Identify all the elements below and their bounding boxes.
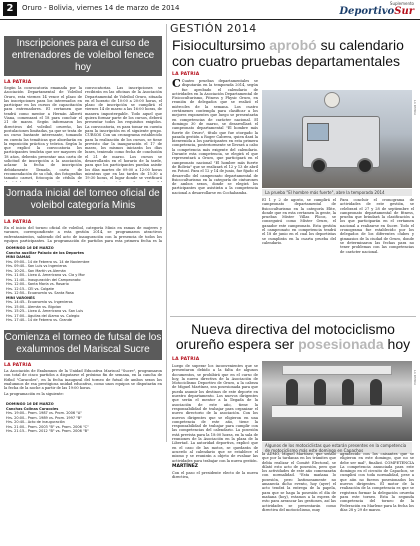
story3-schedule (6, 402, 162, 442)
story4-col2-text: El 1 y 2 de agosto, se cumplirá el campeonato departamental de fisicoculturismo en la categoría Elite, donde que en esta certamen la gente, la pruebas Mister Villas Plicos, se conseguirá como Míster Oruro, el ganador este campeonato. Esta gestión el campeonato en competencia tendrá el 18 de junio en el cual los deportistas se cumplirán en la cuarta prueba del calendario. (262, 198, 336, 245)
story4-col1-text (172, 79, 258, 195)
story1-col2-text: convocatorias. Las inscripciones se recibirán en las oficinas de la Asociación Departamental de Voleibol Oruro, situada en el horario de 10:00 a 20:00 horas, el plazo de inscripción se cumplirá el viernes 14 de marzo a las 16:00 horas, de manera impostergable. Todo aquel que quiera formar parte de los cursos, deberá presentar todos los requisitos exigidos. La convocatoria, es para tomar en cuenta para la inscripción en el siguiente grupo. CURSOS Con un cronograma establecido para la realización de los cursos, se tiene previsto dar la inauguración el 17 de marzo, los mismos iniciarán los días lunes, teniendo como fecha de conclusión el 21 de marzo. Los cursos se desarrollarán en el horario de la tarde, para que los participantes puedan asistir los días martes de 09:00 a 12:00 horas mientras que en las tardes de 15:30 a 19:30 horas, el lugar donde se verificará (85, 86, 162, 181)
brand-name (339, 6, 414, 17)
dateline: Oruro - Bolivia, viernes 14 de marzo de 2014 (22, 4, 180, 12)
drop-cap: C (172, 79, 181, 90)
column-divider (166, 24, 167, 442)
story5-subhead-1: MARTÍNEZ (172, 464, 199, 470)
person-figure (342, 379, 354, 405)
schedule-row: Hrs. 19:00.- Prom. 1987 vs. Prom. 2006 "A" (6, 411, 82, 415)
story3-banner (4, 330, 162, 360)
story1-title: Inscripciones para el curso de entrenadores de voleibol fenece hoy (11, 38, 155, 73)
story1-col1-text: Según la convocatoria emanada por la Asociación Departamental de Voleibol Oruro, esta viernes 14 vence el plazo de las inscripciones para los interesados en participar en los cursos de capacitación para entrenadores. El certamen que tendrá como mentor a Hernán Alberti Viana, comenzará el 18 para concluir el 21 de marzo. Según informaron los directivos del voleibol orureño, las postulaciones limitadas, ya que se trata de un curso bastante interesante, tomando en cuenta las temáticas que abordarán en la exposición práctica y teórica. Según lo que explicó la convocatoria los participantes tendrán que ser mayores de 18 años, deberán presentar una carta de solicitud de inscripción a la asociación, aclarar la fecha de inscripción debidamente llenada, carta de recomendación de su club, dos fotografías tamaño carnet, fotocopia de cédula de (4, 86, 82, 181)
story5-headline-pre: Nueva directiva del motociclismo orureño espera ser (175, 321, 395, 352)
schedule-row: Hrs. 20:40.- Acto de inauguración (6, 420, 65, 424)
photo-caption: La prueba "El hombre más fuerte", abre la temporada 2014 (262, 189, 412, 196)
schedule-row: Hrs. 15:25.- Liceo A. Americano vs. San Luis (6, 309, 84, 313)
schedule-row: Hrs. 17:00.- Aguilas del Alamo vs. Colegio (6, 313, 80, 318)
story4-column-1 (172, 79, 258, 323)
story5-column-1 (172, 364, 258, 544)
story3-title: Comienza el torneo de futsal de los exalumnos del Mariscal Sucre (4, 332, 162, 355)
story5-column-3 (340, 452, 414, 544)
story1-column-2 (85, 86, 162, 182)
story4-headline (172, 37, 416, 69)
story3-venue: Canchas Colinas Caracoles (6, 406, 59, 411)
truck-shape (302, 116, 380, 168)
story4-col3-text: Para concluir el cronograma de actividades de este gestión, se celebrará el 27 y 28 de septiembre el campeonato departamental de fitness, prueba que brindará la clasificación a los que participarán en el certamen nacional a realizarse en Sucre. Todo el cronograma fue establecido por los delegados de los diferentes clubes y gimnasios de la ciudad de Oruro, donde se determinaron las fechas para no tener problemas con las competencias de carácter nacional. (340, 198, 414, 254)
truck-wheel (311, 158, 327, 174)
story4-headline-pre: Fisiocultursimo (172, 37, 266, 53)
photo-credit: LA PATRIA (413, 100, 417, 116)
story4-column-3 (340, 198, 414, 310)
story3-schedule-title: DOMINGO 16 DE MARZO (6, 402, 54, 406)
brand-name-a: Deportivo (339, 6, 395, 17)
story2-body-text: En el inicio del torneo oficial de voleibol, categoría Minis en ramas de mujeres y varones, correspondiente a esta gestión 2014, se programaron atractivos enfrentamientos, sabiendo del acto de inauguración con la presencia de todos los equipos participantes. La programación de partidos para esta primera fecha es la (4, 226, 162, 243)
schedule-row: Hrs. 09:00.- 14 de Febrero vs. 14 de Noviembre (6, 259, 90, 264)
story2-venue: Cancha auxiliar Palacio de los Deportes (6, 250, 84, 255)
story2-banner (4, 186, 162, 216)
story4-column-2 (262, 198, 336, 310)
story4-byline: LA PATRIA (172, 72, 200, 77)
person-figure (314, 379, 326, 405)
schedule-row: Hrs. 21:00.- Prom. 2003 "B" vs. Prom. 2006 "C" (6, 424, 89, 429)
story4-col1-body: Cuatro pruebas departamentales se disputarán en la temporada 2014, según fue aprobado el calendario de actividades en la Asociación Departamental de Fisicoculturismo, Fitness y Physic Oruro, en reunión de delegados que se realizó el miércoles de la semana. Los cuatro certámenes contempla para clasificar a los mejores exponentes que luego se presentarán en competencias de carácter nacional. El domingo 30 de marzo, se desarrollará el campeonato departamental "El hombre más fuerte de Oruro", título que fue otorgado la pasada gestión a Roger Cabrera, quien dará la bienvenida a los participantes en esta primera competencia, posteriormente se llevará a cabo la competencia más exigente del calendario. Durante esta competencia, se elegirá el que representará a Oruro, que participará en el campeonato nacional "El hombre más fuerte de Bolivia" que se realizará el 12 y 13 de abril en Potosí. Para el 12 y 14 de junio, fue fijado el desarrollo del campeonato departamental de fisicoculturismo en la categoría de cinturones de ambos sexos, donde se elegirá los participantes que asistirán a la competencia nacional a desarrollarse en Cochabamba. (172, 79, 258, 195)
story5-headline-post: hoy (387, 336, 411, 352)
story1-banner (4, 36, 162, 76)
story2-category-1: MINI DAMAS (6, 255, 31, 259)
schedule-row: Hrs. 12:15.- CEI vs. Colgate (6, 286, 55, 291)
schedule-row: Hrs. 15:00.- Alemán vs. Bigvian (6, 304, 62, 309)
schedule-row: Hrs. 09:40.- San Luis vs Ingenieros (6, 264, 67, 268)
page-header (0, 0, 420, 20)
schedule-row: Hrs. 12:00.- Santa María vs. Rosario (6, 282, 69, 286)
motorcycle-directive-photo (262, 361, 412, 441)
person-figure (324, 92, 340, 108)
story2-title: Jornada inicial del torneo oficial de voleibol categoría Minis (6, 188, 160, 211)
story4-headline-highlight: aprobó (269, 37, 317, 53)
story5-headline (170, 322, 416, 352)
truck-wheel (357, 158, 373, 174)
meeting-table (272, 405, 402, 417)
story2-schedule (6, 246, 162, 326)
person-figure (370, 379, 382, 405)
photo-credit: LA PATRIA (413, 370, 417, 386)
photo-caption: Algunos de los motociclistas que estarán presentes en la competencia de motociclismo más este domingo en Capachos (262, 442, 412, 454)
story2-category-2: MINI VARONES (6, 295, 35, 300)
story4-headline-post: su calendario con cuatro pruebas departamentales (172, 37, 404, 69)
story5-col1b-text: Con el paso el presidente electo de la nueva directiva, (172, 470, 258, 480)
schedule-row: Hrs. 10:20.- San Martín vs Alemán (6, 268, 66, 273)
story3-byline: LA PATRIA (4, 363, 32, 368)
schedule-row: Hrs. 21:15.- Prom. 2012 "B" vs. Prom. 2006 "B" (6, 429, 89, 433)
story5-col2-text: la ADMO, Miguel Martínez, que señaló que por la tardanza en los trámites que debía realizar el Comité Electoral, se dilató esto acto de posesión, pero que los actividades de este año comenzarán con normalidad. "Esta mañana lo posesión, pero lastimosamente no amanecía dicho evento, hoy (ayer) el acto tendrá la entrega de la papela, para que se haga la posesión el día de mañana (hoy), estamos a la espera de esto para arrancar las gestiones, así las actividades se presentarán como directiva del motociclismo, muy (262, 452, 336, 512)
person-figure (286, 379, 298, 405)
masthead-logo (339, 1, 414, 17)
schedule-row: Hrs. 20:00.- Prom. 1989 vs. Prom. 1997 "B" (6, 415, 82, 420)
page-number: 2 (3, 2, 17, 16)
story3-intro: La programación es la siguiente: (4, 391, 64, 396)
backdrop-banner (282, 365, 392, 375)
story5-col1-text: Luego de superar los inconvenientes que se presentaron debido a la falta de algunos documentos, se prohibirá que en el curso de hoy, la nueva directiva de la Asociación de Motociclismo Deportivo de Oruro, a la cabeza de Miguel Martínez, sea posesionada para que pueda asumir los destinos de este deporte en nuestro departamento. Los nuevos dirigentes que serán el mentor a la llegada de la asociación de este año, tiene la responsabilidad de trabajar para organizar el nuevo directorio de la asociación. Con los nuevos dirigentes que se eligieron en una competencia de este año, tiene la responsabilidad de trabajar para cumplir con las competencias del calendario. La posesión está prevista para la 18:00 horas, en la sala de reuniones de la Asociación en la plaza de la Libertad. La autoridad deportiva, explicó que en el caso de las motos, se quedarán de acuerdo al calendario que se establece el mismo y se reunirán a objeto de evaluar las actividades para trabajar con la nueva gestión. (172, 364, 258, 463)
schedule-row: Hrs. 11:40.- Inauguración del Campeonato (6, 277, 81, 282)
supplement-label: Suplemento (389, 1, 414, 6)
schedule-row: Hrs. 11:00.- Liceo A. Americano vs. Cía y Mor (6, 273, 85, 277)
story2-schedule-title: DOMINGO 16 DE MARZO (6, 246, 54, 250)
strongman-photo (262, 90, 412, 188)
brand-name-b: Sur (394, 6, 414, 17)
schedule-row: Hrs. 14:45.- Ecuanomía vs. Ingenieros (6, 300, 73, 304)
story-divider (170, 316, 416, 317)
story3-body-text: La Asociación de Exalumnos de la Unidad Educativa Mariscal "Sucre", programaron con total de cinco partidos a disputarse el próximo fin de semana, en la cancha de fútbol "Caracoles", en la fecha inaugural del torneo de futsal de ambos sexos los exalumnos de esa prestigiosa unidad educativa, como unos equipos se disputarán en la fecha de la noche a partir de las 19:00 horas. (4, 369, 162, 391)
schedule-row: Hrs. 12:50.- Ecuanomía vs. Santa Rosa (6, 291, 74, 295)
section-title: GESTIÓN 2014 (170, 22, 257, 35)
truck-cab (307, 123, 329, 141)
story2-body (4, 226, 162, 244)
story5-column-2 (262, 452, 336, 544)
story5-headline-highlight: posesionada (298, 336, 384, 352)
story1-column-1 (4, 86, 82, 182)
story2-byline: LA PATRIA (4, 220, 32, 225)
schedule-row: Hrs. 17:40.- 14 de Febrero vs. Grande (6, 318, 73, 322)
story5-byline: LA PATRIA (172, 357, 200, 362)
story3-body (4, 369, 162, 399)
story1-byline: LA PATRIA (4, 80, 32, 85)
story5-col3-text: agradecido con los caisantes que se eligieron en este domingo, que no se debe ser mal", finalizó. COMPETENCIA La competencia anunciada para este domingo en el circuito de Capachos, se cumplirá con toda normalidad, pese a que aún no fueron posesionados los nuevos dirigentes. El motor de la realización de la competencia es que se registran formar la delegación orureña para este torneo. Esta la segunda competencia del torneo de la Federación en Marlene para la fecha los días 28 y 29 de marzo. (340, 452, 414, 512)
